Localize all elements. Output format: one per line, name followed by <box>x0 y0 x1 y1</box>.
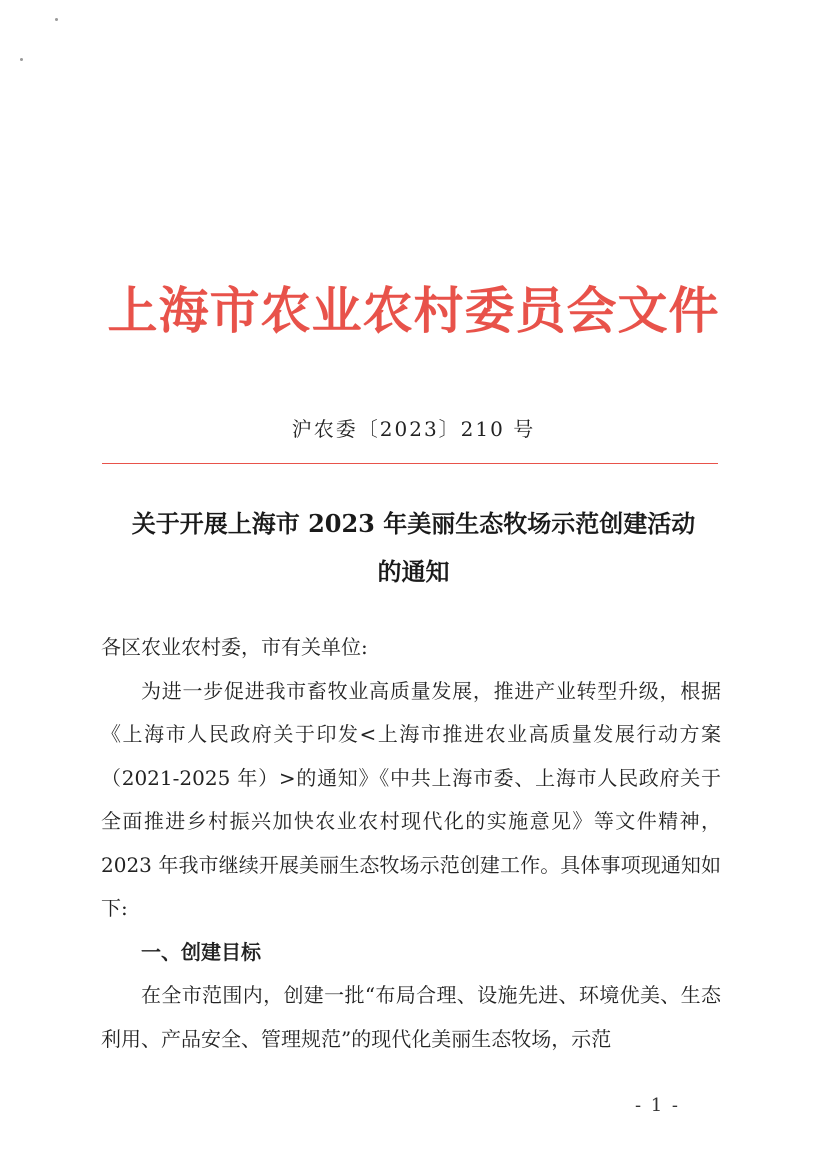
section-heading: 一、创建目标 <box>141 939 261 964</box>
notice-title-line-2: 的通知 <box>377 557 450 586</box>
page-number <box>0 1095 680 1116</box>
scan-speck <box>55 18 58 21</box>
issuing-authority-title: 上海市农业农村委员会文件 <box>107 281 720 340</box>
document-body <box>101 626 721 1061</box>
document-number: 沪农委〔2023〕210 号 <box>291 417 536 441</box>
notice-title-line-1: 关于开展上海市 2023 年美丽生态牧场示范创建活动 <box>131 509 696 538</box>
body-paragraph: 在全市范围内，创建一批“布局合理、设施先进、环境优美、生态利用、产品安全、管理规范”的现代化美丽生态牧场，示范 <box>101 983 721 1051</box>
scan-speck <box>20 58 23 61</box>
salutation: 各区农业农村委，市有关单位: <box>101 635 368 659</box>
notice-title <box>60 500 767 596</box>
red-divider-line <box>102 463 718 464</box>
page-number-text: - 1 - <box>634 1095 680 1116</box>
body-paragraph: 为进一步促进我市畜牧业高质量发展，推进产业转型升级，根据《上海市人民政府关于印发<上海市推进农业高质量发展行动方案（2021-2025 年）>的通知》《中共上海市委、上海市人民政府关于全面推进乡村振兴加快农业农村现代化的实施意见》等文件精神，2023 年我市继续开展美丽生态牧场示范创建工作。具体事项现通知如下: <box>101 678 721 920</box>
